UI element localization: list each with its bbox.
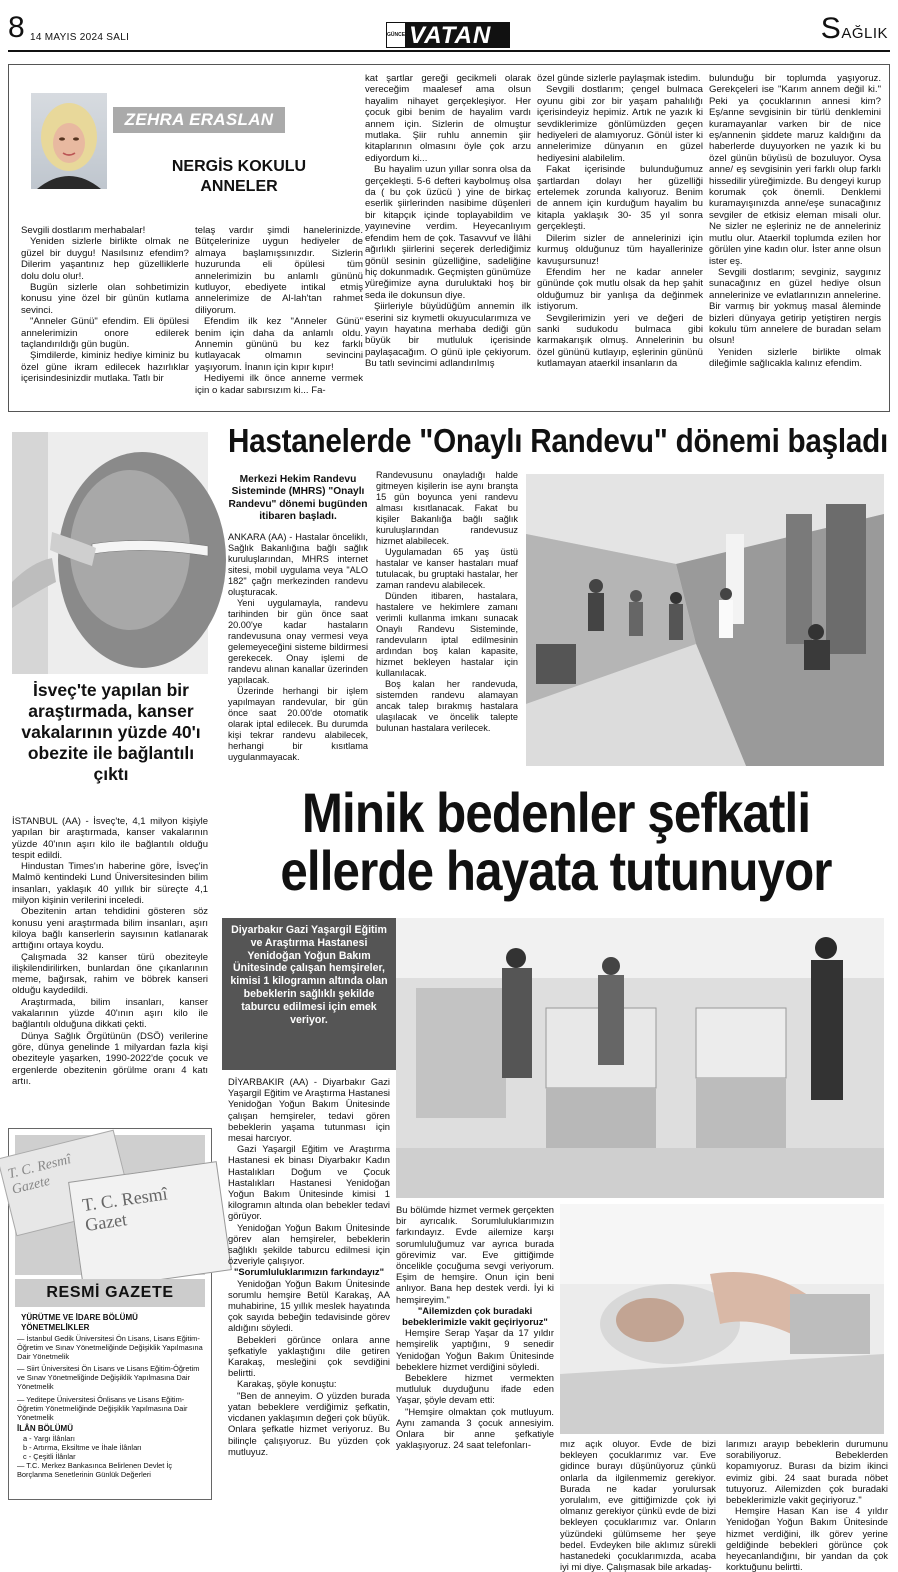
column-text-col3 — [365, 73, 531, 409]
gazette-paper-front — [68, 1161, 232, 1291]
newborn-paragraph: Hemşire Hasan Kan ise 4 yıldır Yenidoğan Yoğun Bakım Ünitesinde hizmet verdiğini, ilk görev yerine geldiğinde bebekleri görünce çok heyecanlandığını, bir yandan da çok korktuğunu belirtti. — [726, 1505, 888, 1572]
newborn-paragraph: Yenidoğan Yoğun Bakım Ünitesinde sorumlu hemşire Betül Karakaş, AA muhabirine, 15 yıllık meslek hayatında çok sayıda bebeğin tedavisinde görev aldığını söyledi. — [228, 1277, 390, 1334]
column-paragraph: Şimdilerde, kiminiz hediye kiminiz bu özel güne ikram edilecek hazırlıklar içerisindesinizdir mutlaka. Tatlı bir — [21, 350, 189, 385]
gazette-box — [8, 1128, 212, 1500]
section-label-initial: S — [820, 12, 842, 45]
column-paragraph: Bu hayalim uzun yıllar sonra olsa da gerçekleşti. 5-6 defteri kaybolmuş olsa da ( bu çok üzücü ) yine de birkaç eserlik şiirlerinden nasibime düşenleri bir kitapçık içinde toplayabildim ve yayınevine verdim. Heyecanlıyım efendim hem de çok. Tasavvuf ve İlâhi ağırlıklı şiirlerini seçerek derlediğimiz gönül sesinin güzelliğine, sadeliğine hiç dokunmadık. Geçmişten günümüze yüreğimize ayna duruluktaki hoş bir seda ile dokunsun diye. — [365, 164, 531, 301]
column-paragraph: telaş vardır şimdi hanelerinizde. Bütçelerinize uygun hediyeler de almaya başlamışsınızdır. Sizlerin huzurunda eli öpülesi tüm annelerimizin bu anlamlı gününü kutluyor, ebediyete intikal etmiş annelerimize de Al-lah'tan rahmet diliyorum. — [195, 225, 363, 316]
gazette-title-band — [15, 1279, 205, 1307]
author-name-band — [113, 107, 285, 133]
column-paragraph: Yeniden sizlerle birlikte olmak dileğimle sağlıcakla kalınız efendim. — [709, 346, 881, 370]
column-paragraph: Sevgili dostlarım; sevginiz, saygınız sunacağınız en güzel hediye olsun annelerinize ve evlatlarınızın annelerine. Bir varmış bir yokmuş masal âleminde bizleri dünyaya getirip yetiştiren nergis kokulu tüm annelere de buradan selam olsun! — [709, 266, 881, 347]
column-paragraph: Şiirleriyle büyüdüğüm annemin ilk eserini siz kıymetli okuyucularımıza ve yayın hayatına merhaba dediği gün büyük bir mutluluk içerisinde paylaşacağım. O günü iple çekiyorum. Bu tatlı sevincimi adlandırılmış — [365, 301, 531, 370]
obesity-paragraph: İSTANBUL (AA) - İsveç'te, 4,1 milyon kişiyle yapılan bir araştırmada, kanser vakalarının yüzde 40'ının aşırı kilo ile bağlantılı olduğu tespit edildi. — [12, 816, 208, 861]
gazette-paper-front-title: T. C. Resmî Gazet — [81, 1183, 169, 1235]
gazette-item: — İstanbul Gedik Üniversitesi Ön Lisans, Lisans Eğitim-Öğretim ve Sınav Yönetmeliğinde Değişiklik Yapılmasına Dair Yönetmelik — [17, 1334, 203, 1362]
nicu-photo — [396, 918, 884, 1198]
newborn-paragraph: Gazi Yaşargil Eğitim ve Araştırma Hastanesi ek binası Diyarbakır Kadın Hastalıkları Doğum ve Çocuk Hastalıkları Hastanesi Yenidoğan Yoğun Bakım Ünitesinde kimisi 1 kilogramın altında olan bebekler tedavi görüyor. — [228, 1143, 390, 1222]
page-header — [0, 0, 898, 56]
newborn-paragraph: larımızı arayıp bebeklerin durumunu sorabiliyoruz. Bebeklerden kopamıyoruz. Burası da bizim ikinci evimiz gibi. 24 saat burada nöbet tutuyoruz. Ailemizden çok buradaki bebeklerimizle vakit geçiriyoruz." — [726, 1438, 888, 1506]
newborn-lead: Diyarbakır Gazi Yaşargil Eğitim ve Araştırma Hastanesi Yenidoğan Yoğun Bakım Ünitesinde çalışan hemşireler, kimisi 1 kilogramın altında olan bebeklerin sağlıklı şekilde taburcu edilmesi için emek veriyor. — [230, 924, 388, 1026]
newborn-lead-box — [222, 918, 396, 1070]
obesity-body — [12, 816, 208, 1106]
newborn-subheading: "Sorumluluklarımızın farkındayız" — [233, 1266, 385, 1278]
column-paragraph: Sevgilerimizin yeri ve değeri de sanki sudukodu bulmaca gibi karmakarışık olmuş. Annelerinin bu özel gününü kutlayıp, eşlerinin gününü kutlamayan ataerkil insanların da — [537, 312, 703, 370]
obesity-paragraph: Araştırmada, bilim insanları, kanser vakalarının yüzde 40'ının aşırı kilo ile bağlantılı olduğuna dikkati çekti. — [12, 996, 208, 1031]
randevu-paragraph: Randevusunu onayladığı halde gitmeyen kişilerin ise aynı branşta 15 gün boyunca yeni randevu alması kısıtlanacak. Fakat bu kişiler Bakanlığa bağlı sağlık kuruluşlarından randevusuz hizmet alabilecek. — [376, 470, 518, 546]
gazette-paper-back-title: T. C. Resmî Gazete — [6, 1152, 73, 1198]
column-paragraph: Fakat içerisinde bulunduğumuz şartlardan dolayı her güzelliği ertelemek zorunda kalıyoruz. Benim de annem için kurduğum hayalim bu kitapla yaklaşık 30- 35 yıl sonra gerçekleşti. — [537, 164, 703, 233]
newborn-paragraph: DİYARBAKIR (AA) - Diyarbakır Gazi Yaşargil Eğitim ve Araştırma Hastanesi Yenidoğan Yoğun Bakım Ünitesinde çalışan hemşireler, tedavi gören bebeklerin yaşama tutunması için mesai harcıyor. — [228, 1076, 390, 1144]
logo-badge: GÜNCE — [387, 23, 405, 47]
section-label — [821, 14, 888, 49]
newborn-paragraph: Bu bölümde hizmet vermek gerçekten bir ayrıcalık. Sorumluluklarımızın farkındayız. Evde ailemize karşı sorumluluğumuz var ayrıca burada görevimiz var. Eve gittiğimde öncelikle çocuğuma sevgi veriyorum. Eşim de hemşire. Onun için beni anlıyor. Bana hep destek verdi. İyi ki hemşireyim." — [396, 1204, 554, 1305]
gazette-item: — Siirt Üniversitesi Ön Lisans ve Lisans Eğitim-Öğretim ve Sınav Yönetmeliğinde Değişiklik Yapılmasına Dair Yönetmelik — [17, 1364, 200, 1392]
gazette-item: — T.C. Merkez Bankasınca Belirlenen Devlet İç Borçlanma Senetlerinin Günlük Değerleri — [17, 1461, 173, 1480]
obesity-headline: İsveç'te yapılan bir araştırmada, kanser vakalarının yüzde 40'ı obezite ile bağlantılı çıktı — [21, 680, 201, 784]
column-paragraph: Hediyemi ilk önce anneme vermek için o kadar sabırsızım ki... Fa- — [195, 373, 363, 396]
gazette-item: a - Yargı İlânları — [23, 1433, 75, 1443]
newborn-paragraph: mız açık oluyor. Evde de bizi bekleyen çocuklarımız var. Eve gidince burayı düşünüyoruz çünkü onlarla da ilgilenmemiz gerekiyor. Burada ne kadar yorulursak yorulalım, eve gittiğimizde çok iyi olmanız gerekiyor çünkü evde de bizi bekleyen çocuklarımız var. Onların yüzündeki gülümseme her şeye bedel. Evdeyken bile aklımız sürekli hastanedeki çocuklarımızda, acaba iyi mi diye. Çalışmasak bile arkadaş- — [560, 1438, 716, 1572]
column-title — [149, 157, 329, 197]
column-paragraph: bulunduğu bir toplumda yaşıyoruz. Gerekçeleri ise "Karım annem değil ki." Peki ya çocuklarının annesi kim? Eş/anne sevgisinin bir türlü denklemini kuramayanlar varken bir de nice eş/annenin şiddete maruz kaldığını da haberlerde duyuyorken ne yazık ki bu özel günün büyüsü de bozuluyor. Oysa anne/ eş sevgisinin yeri farklı olup farklı hissedilir yüreğimizde. Bu dengeyi kurup korumak çok önemli. Denklemi kuramayışınızda anne/eşe sunacağınız sevgiler de etkisiz eleman misali olur. Ne sizler ne eşleriniz ne de anneleriniz mutlu olur. Ataerkil toplumda ezilen hor görülen yine kadın olur. İster anne olsun ister eş. — [709, 73, 881, 267]
newborn-paragraph: "Ben de anneyim. O yüzden burada yatan bebeklere verdiğimiz şefkatin, vicdanen yaklaşımın değeri çok büyük. Onlara şefkatle hizmet veriyoruz. Bu bilinçle çalışıyoruz. Bu yüzden çok mutluyuz. — [228, 1389, 390, 1457]
column-paragraph: Sevgili dostlarım; çengel bulmaca oyunu gibi zor bir yaşam pahalılığı içerisindeyiz hepimiz. Artık ne yazık ki sevdiklerimize gönlümüzden geçen hediyeleri de alamıyoruz. Gönül ister ki annelerimize dünyanın en güzel hediyesini alabilelim. — [537, 84, 703, 164]
obesity-paragraph: Dünya Sağlık Örgütünün (DSÖ) verilerine göre, dünya genelinde 1 milyardan fazla kişi obeziteyle yaşarken, 1990-2022'de çocuk ve ergenlerde obezitenin görülme oranı 4 katı artıı. — [12, 1030, 208, 1087]
section-label-rest: AĞLIK — [841, 25, 888, 42]
gazette-photo — [6, 1135, 205, 1275]
newborn-subheading: "Ailemizden çok buradaki bebeklerimizle vakit geçiriyoruz" — [402, 1304, 548, 1328]
author-photo — [31, 93, 107, 189]
gazette-heading-notices: İLÂN BÖLÜMÜ — [17, 1423, 73, 1433]
issue-date: 14 MAYIS 2024 SALI — [30, 32, 130, 43]
column-text-col4 — [537, 73, 703, 409]
column-paragraph: "Anneler Günü" efendim. Eli öpülesi annelerimizin onore edilerek taçlandırıldığı gün bugün. — [21, 316, 189, 351]
gazette-title: RESMİ GAZETE — [46, 1284, 174, 1301]
randevu-paragraph: Dünden itibaren, hastalara, hastalere ve hekimlere zamanı verimli kullanma imkanı sunacak Onaylı Randevu Sisteminde, randevuların iptal edilmesinin ardından boş kalan kapasite, hizmet bekleyen hastalar için kullanılacak. — [376, 591, 518, 678]
newborn-paragraph: Yenidoğan Yoğun Bakım Ünitesinde görev alan hemşireler, bebeklerin sağlıklı şekilde taburcu edilmesi için özveriyle çalışıyor. — [228, 1221, 390, 1267]
newborn-col4 — [726, 1438, 888, 1572]
newborn-paragraph: "Hemşire olmaktan çok mutluyum. Aynı zamanda 3 çocuk annesiyim. Onlara bir anne şefkatiyle yaklaşıyoruz. 24 saat telefonları- — [396, 1405, 554, 1451]
gazette-contents — [17, 1313, 205, 1479]
newborn-paragraph: Karakaş, şöyle konuştu: — [237, 1378, 337, 1390]
column-paragraph: Sevgili dostlarım merhabalar! — [21, 225, 146, 236]
randevu-paragraph: Üzerinde herhangi bir işlem yapılmayan randevular, bir gün önce saat 20.00'de otomatik olarak iptal edilecek. Bu durumda kişi tekrar randevu alabilecek, herhangi bir kısıtlama uygulanmayacak. — [228, 686, 368, 762]
column-paragraph: kat şartlar gereği gecikmeli olarak vereceğim maalesef ama olsun hayalim nihayet gerçekleşiyor. Her çocuk gibi benim de hayalim vardı annem için. Sizlerin de olmuştur mutlaka. Şiir ruhlu annemin şiir kitaplarının olmasını öyle çok arzu ediyordum ki... — [365, 73, 531, 164]
randevu-col2 — [376, 470, 518, 772]
obesity-paragraph: Obezitenin artan tehdidini gösteren söz konusu yeni araştırmada bilim insanları, aşırı kiloya bağlı kanserlerin sayısının katlanarak arttığını ortaya koydu. — [12, 906, 208, 952]
gazette-item: c - Çeşitli İlânlar — [23, 1452, 76, 1462]
opinion-column — [8, 64, 890, 412]
randevu-paragraph: Boş kalan her randevuda, sistemden randevu alamayan ancak talep bırakmış hastalara ulaşılacak ve öncelik talepte bulunan hastalara verilecek. — [376, 679, 518, 733]
obesity-paragraph: Hindustan Times'ın haberine göre, İsveç'in Malmö kentindeki Lund Üniversitesinden bilim insanları, yaklaşık 40 yıllık bir süreçte 4,1 milyon kişinin verilerini inceledi. — [12, 861, 208, 907]
randevu-paragraph: Uygulamadan 65 yaş üstü hastalar ve kanser hastaları muaf tutulacak, bu gruptaki hastalar, her zaman randevu alabilecek. — [376, 547, 518, 590]
newborn-paragraph: Bebeklere hizmet vermekten mutluluk duyduğunu ifade eden Yaşar, şöyle devam etti: — [396, 1372, 554, 1406]
gazette-item: — Yeditepe Üniversitesi Önlisans ve Lisans Eğitim-Öğretim Yönetmeliğinde Değişiklik Yapılmasına Dair Yönetmelik — [17, 1394, 188, 1422]
gazette-heading-executive: YÜRÜTME VE İDARE BÖLÜMÜ YÖNETMELİKLER — [21, 1313, 138, 1332]
column-text-col5 — [709, 73, 881, 409]
author-name: ZEHRA ERASLAN — [124, 110, 274, 129]
newborn-headline — [216, 781, 896, 902]
column-paragraph: Bugün sizlerle olan sohbetimizin konusu yine özel bir günün kutlama sevinci. — [21, 282, 189, 316]
header-rule — [8, 50, 890, 52]
column-paragraph: Yeniden sizlerle birlikte olmak ne güzel bir duygu! Nasılsınız efendim? Dilerim yaşantınız hep güzelliklerle dolu dolu olur!. — [21, 236, 189, 282]
gazette-item: b - Artırma, Eksiltme ve İhale İlânları — [23, 1442, 142, 1452]
randevu-lead: Merkezi Hekim Randevu Sisteminde (MHRS) "Onaylı Randevu" dönemi bugünden itibaren başladı. — [228, 474, 368, 523]
column-title-line1: NERGİS KOKULU — [171, 158, 307, 175]
column-title-line2: ANNELER — [200, 178, 278, 195]
newborn-col3 — [560, 1438, 716, 1572]
obesity-photo — [12, 432, 208, 674]
nurse-baby-photo — [560, 1204, 884, 1434]
hospital-corridor-photo — [526, 474, 884, 766]
column-paragraph: Efendim her ne kadar anneler gününde çok mutlu olsak da hep şahit olduğumuz bir yanlışa da değinmek istiyorum. — [537, 266, 703, 313]
newborn-headline-line2: ellerde hayata tutunuyor — [280, 839, 832, 902]
page-number: 8 — [8, 11, 25, 44]
newborn-col2 — [396, 1204, 554, 1500]
column-paragraph: Efendim ilk kez "Anneler Günü" benim için daha da anlamlı oldu. Annemin gününü bu kez farklı kutlayacak olmamın sevincini yaşıyorum. İnanın için kıpır kıpır! — [195, 316, 363, 373]
randevu-paragraph: ANKARA (AA) - Hastalar önceliklı, Sağlık Bakanlığına bağlı sağlık kuruluşlarından, MHRS internet sitesi, mobil uygulama veya "ALO 182" çağrı merkezinden randevu oluşturacak. — [228, 532, 368, 597]
column-text-col1 — [21, 225, 189, 409]
column-paragraph: özel günde sizlerle paylaşmak istedim. — [537, 73, 701, 84]
newborn-headline-line1: Minik bedenler şefkatli — [301, 781, 811, 844]
obesity-paragraph: Çalışmada 32 kanser türü obeziteyle ilişkilendirilirken, bunlardan öne çıkanlarının meme, bağırsak, rahim ve böbrek kanseri olduğu kaydedildi. — [12, 951, 208, 997]
randevu-col1 — [228, 532, 368, 772]
logo-text: VATAN — [409, 22, 492, 49]
column-text-col2 — [195, 225, 363, 409]
newborn-paragraph: Bebekleri görünce onlara anne şefkatiyle yaklaştığını dile getiren Karakaş, mesleğini çok sevdiğini belirtti. — [228, 1333, 390, 1379]
column-paragraph: Dilerim sizler de annelerinizi için kurmuş olduğunuz tüm hayallerinize kavuşursunuz! — [537, 232, 703, 267]
randevu-paragraph: Yeni uygulamayla, randevu tarihinden bir gün önce saat 20.00'ye kadar hastaların randevusuna onay vermesi veya gelemeyeceğini sisteme bildirmesi gerekecek. Onay işlemi de randevu alınan kanallar üzerinden yapılacak. — [228, 598, 368, 685]
newborn-col1 — [228, 1076, 390, 1500]
newborn-paragraph: Hemşire Serap Yaşar da 17 yıldır hemşirelik yaptığını, 9 senedir Yenidoğan Yoğun Bakım Ünitesinde bebeklere hizmet verdiğini söyledi. — [396, 1327, 554, 1372]
newspaper-logo — [386, 22, 510, 48]
randevu-headline: Hastanelerde "Onaylı Randevu" dönemi başladı — [228, 422, 888, 459]
